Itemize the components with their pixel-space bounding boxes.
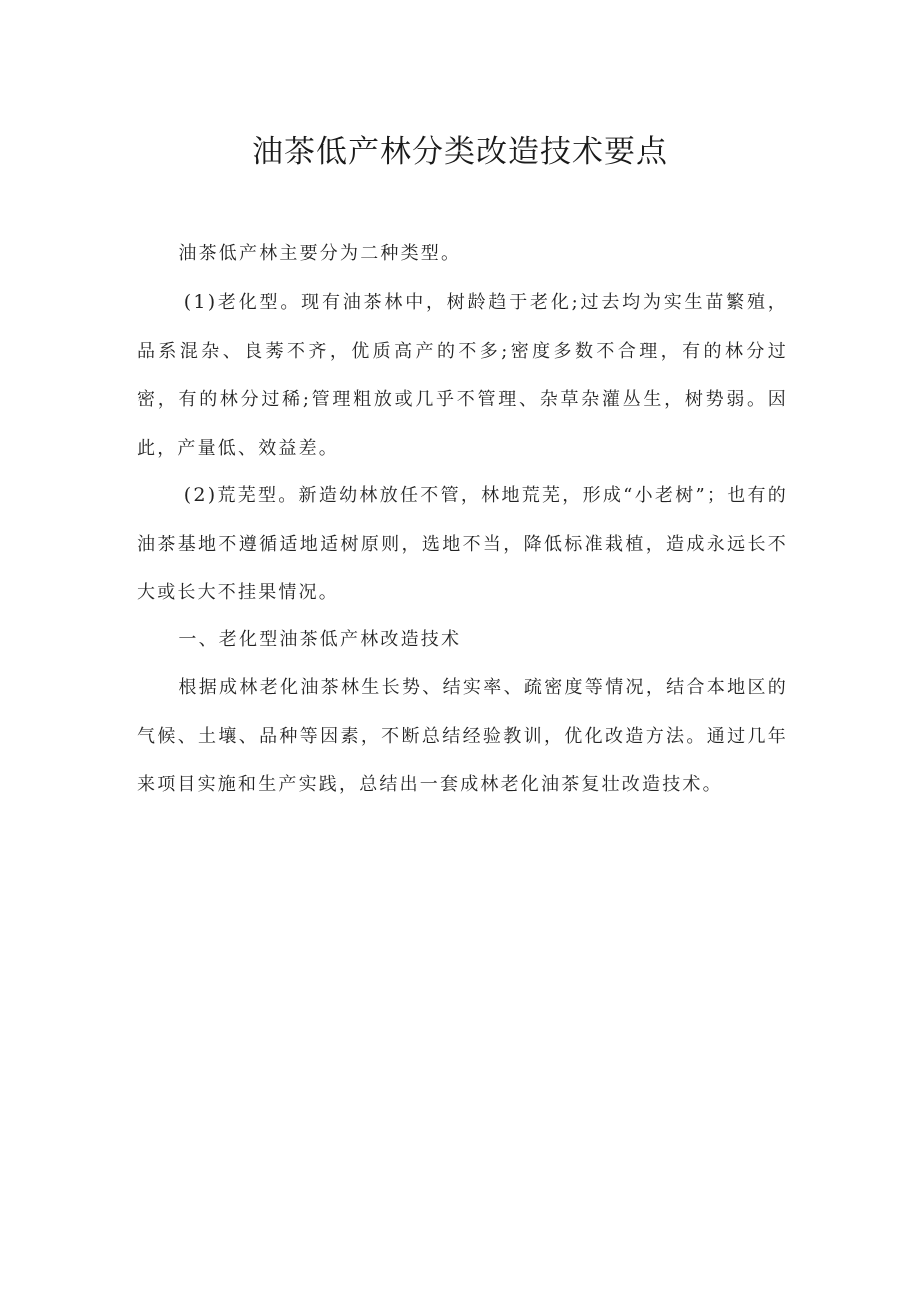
type1-paragraph bbox=[137, 278, 788, 473]
type2-paragraph bbox=[137, 471, 788, 618]
section1-heading: 一、老化型油茶低产林改造技术 bbox=[178, 629, 462, 650]
type2-number: (2) bbox=[183, 484, 218, 506]
type1-number: (1) bbox=[183, 291, 218, 313]
document-title: 油茶低产林分类改造技术要点 bbox=[252, 134, 668, 170]
type1-text: 老化型。现有油茶林中，树龄趋于老化;过去均为实生苗繁殖，品系混杂、良莠不齐，优质高产的不多;密度多数不合理，有的林分过密，有的林分过稀;管理粗放或几乎不管理、杂草杂灌丛生，树势弱。因此，产量低、效益差。 bbox=[137, 292, 788, 459]
section1-body-paragraph bbox=[137, 664, 788, 810]
type2-text-block bbox=[137, 471, 788, 618]
type1-text-block bbox=[137, 278, 788, 473]
section1-body: 根据成林老化油茶林生长势、结实率、疏密度等情况，结合本地区的气候、土壤、品种等因素，不断总结经验教训，优化改造方法。通过几年来项目实施和生产实践，总结出一套成林老化油茶复壮改造技术。 bbox=[137, 677, 788, 795]
intro-paragraph bbox=[137, 230, 788, 279]
type2-text: 荒芜型。新造幼林放任不管，林地荒芜，形成“小老树”；也有的油茶基地不遵循适地适树原则，选地不当，降低标准栽植，造成永远长不大或长大不挂果情况。 bbox=[137, 485, 788, 603]
intro-text: 油茶低产林主要分为二种类型。 bbox=[178, 243, 462, 264]
section1-heading-paragraph bbox=[137, 616, 788, 665]
